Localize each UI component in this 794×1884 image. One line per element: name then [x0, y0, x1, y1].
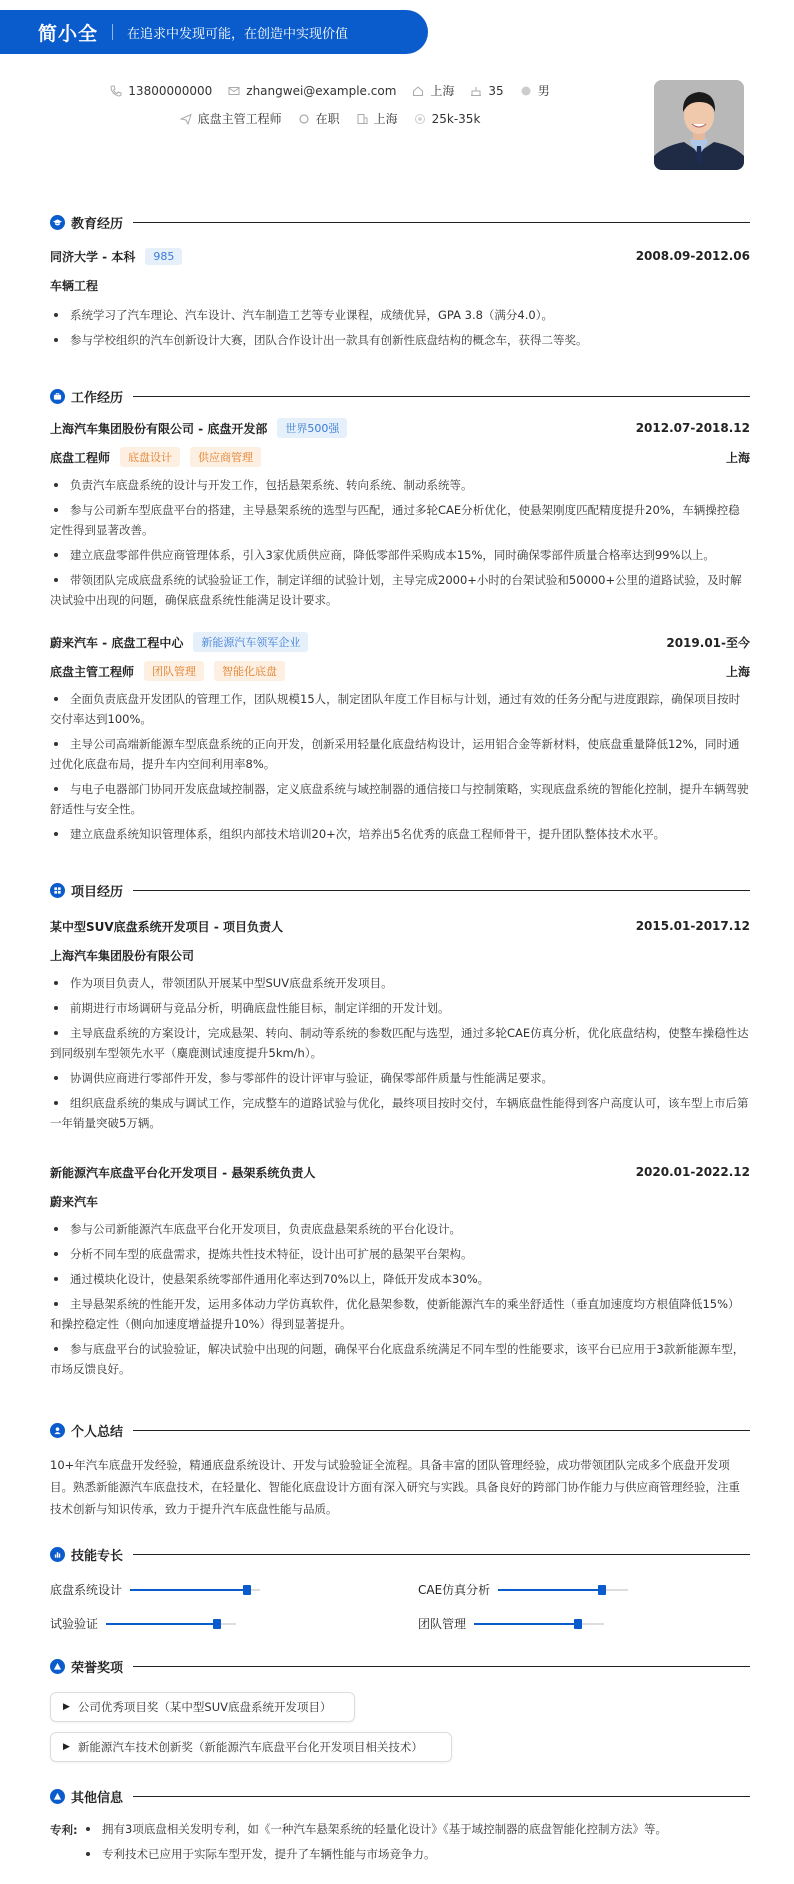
- banner-divider: [112, 24, 113, 40]
- candidate-name: 简小全: [38, 22, 99, 45]
- motto: 在追求中发现可能，在创造中实现价值: [127, 26, 349, 42]
- section-projects-header: 项目经历: [50, 880, 750, 900]
- send-icon: [180, 113, 192, 125]
- user-icon: [50, 1423, 65, 1438]
- work-bullet: 带领团队完成底盘系统的试验验证工作，制定详细的试验计划，主导完成2000+小时的台架试验和50000+公里的道路试验，及时解决试验中出现的问题，确保底盘系统性能满足设计要求。: [50, 570, 750, 610]
- status-icon: [298, 113, 310, 125]
- contact-city: 上海: [412, 82, 454, 99]
- role-tag: 团队管理: [144, 661, 204, 681]
- skill-name: 团队管理: [418, 1617, 467, 1631]
- skill-slider[interactable]: [106, 1623, 236, 1625]
- work-entry: [50, 632, 750, 849]
- project-title: 新能源汽车底盘平台化开发项目 - 悬架系统负责人: [50, 1165, 316, 1180]
- skill-slider[interactable]: [498, 1589, 628, 1591]
- major: 车辆工程: [50, 278, 99, 293]
- project-bullet: 作为项目负责人，带领团队开展某中型SUV底盘系统开发项目。: [50, 973, 750, 993]
- work-bullet: 全面负责底盘开发团队的管理工作，团队规模15人，制定团队年度工作目标与计划，通过有效的任务分配与进度跟踪，确保项目按时交付率达到100%。: [50, 689, 750, 729]
- summary-text: 10+年汽车底盘开发经验，精通底盘系统设计、开发与试验验证全流程。具备丰富的团队管理经验，成功带领团队完成多个底盘开发项目。熟悉新能源汽车底盘技术，在轻量化、智能化底盘设计方面有深入研究与实践。具备良好的跨部门协作能力与供应商管理经验，注重技术创新与知识传承，致力于提升汽车底盘性能与品质。: [50, 1458, 740, 1516]
- project-period: 2015.01-2017.12: [635, 919, 750, 933]
- school-tag: 985: [145, 248, 182, 265]
- award-item[interactable]: ▶ 公司优秀项目奖（某中型SUV底盘系统开发项目）: [50, 1692, 355, 1722]
- work-bullet: 建立底盘零部件供应商管理体系，引入3家优质供应商，降低零部件采购成本15%，同时确保零部件质量合格率达到99%以上。: [50, 545, 750, 565]
- section-education-header: 教育经历: [50, 212, 750, 232]
- project-bullet: 通过模块化设计，使悬架系统零部件通用化率达到70%以上，降低开发成本30%。: [50, 1269, 750, 1289]
- cake-icon: [470, 85, 482, 97]
- project-title: 某中型SUV底盘系统开发项目 - 项目负责人: [50, 919, 284, 934]
- school-name: 同济大学 - 本科: [50, 249, 136, 264]
- other-info: [50, 1822, 750, 1882]
- work-period: 2019.01-至今: [666, 635, 750, 650]
- company-tag: 世界500强: [277, 418, 347, 438]
- patent-bullet: 拥有3项底盘相关发明专利，如《一种汽车悬架系统的轻量化设计》《基于域控制器的底盘智能化控制方法》等。: [82, 1819, 750, 1839]
- contact-position: 底盘主管工程师: [180, 110, 282, 127]
- education-entry: [50, 246, 750, 355]
- skill-knob[interactable]: [213, 1619, 221, 1629]
- salary-icon: [414, 113, 426, 125]
- skill-item: [50, 1581, 260, 1598]
- role-tag: 底盘设计: [120, 447, 180, 467]
- work-location: 上海: [725, 664, 750, 679]
- contact-gender: 男: [520, 82, 550, 99]
- work-bullet: 建立底盘系统知识管理体系，组织内部技术培训20+次，培养出5名优秀的底盘工程师骨干，提升团队整体技术水平。: [50, 824, 750, 844]
- triangle-right-icon: ▶: [63, 1702, 70, 1712]
- education-period: 2008.09-2012.06: [635, 249, 750, 263]
- section-other-header: 其他信息: [50, 1786, 750, 1806]
- info-icon: [50, 1789, 65, 1804]
- section-awards-header: 荣誉奖项: [50, 1656, 750, 1676]
- section-divider: [133, 222, 750, 223]
- contact-status: 在职: [298, 110, 340, 127]
- project-bullet: 参与公司新能源汽车底盘平台化开发项目，负责底盘悬架系统的平台化设计。: [50, 1219, 750, 1239]
- skill-item: [418, 1615, 604, 1632]
- education-bullet: 参与学校组织的汽车创新设计大赛，团队合作设计出一款具有创新性底盘结构的概念车，获得二等奖。: [50, 330, 750, 350]
- education-bullet: 系统学习了汽车理论、汽车设计、汽车制造工艺等专业课程，成绩优异，GPA 3.8（满分4.0）。: [50, 305, 750, 325]
- section-divider: [133, 1796, 750, 1797]
- company-name: 上海汽车集团股份有限公司 - 底盘开发部: [50, 421, 268, 436]
- project-bullet: 参与底盘平台的试验验证，解决试验中出现的问题，确保平台化底盘系统满足不同车型的性能要求，该平台已应用于3款新能源车型，市场反馈良好。: [50, 1339, 750, 1379]
- avatar-photo: [654, 80, 744, 170]
- contact-row-primary: [0, 82, 660, 99]
- section-work-header: 工作经历: [50, 386, 750, 406]
- job-role: 底盘工程师: [50, 450, 111, 465]
- gender-icon: [520, 85, 532, 97]
- skill-item: [50, 1615, 236, 1632]
- award-icon: [50, 1659, 65, 1674]
- project-bullet: 前期进行市场调研与竞品分析，明确底盘性能目标，制定详细的开发计划。: [50, 998, 750, 1018]
- section-divider: [133, 1666, 750, 1667]
- job-role: 底盘主管工程师: [50, 664, 135, 679]
- contact-salary: 25k-35k: [414, 112, 481, 126]
- home-icon: [412, 85, 424, 97]
- work-bullet: 与电子电器部门协同开发底盘域控制器，定义底盘系统与域控制器的通信接口与控制策略，实现底盘系统的智能化控制，提升车辆驾驶舒适性与安全性。: [50, 779, 750, 819]
- patent-bullet: 专利技术已应用于实际车型开发，提升了车辆性能与市场竞争力。: [82, 1844, 750, 1864]
- skill-knob[interactable]: [574, 1619, 582, 1629]
- section-skills-header: 技能专长: [50, 1544, 750, 1564]
- phone-icon: [110, 85, 122, 97]
- section-summary-header: 个人总结: [50, 1420, 750, 1440]
- contact-row-secondary: [0, 110, 660, 127]
- project-bullet: 主导悬架系统的性能开发，运用多体动力学仿真软件，优化悬架参数，使新能源汽车的乘坐舒适性（垂直加速度均方根值降低15%）和操控稳定性（侧向加速度增益提升10%）得到显著提升。: [50, 1294, 750, 1334]
- work-entry: [50, 418, 750, 615]
- project-bullet: 组织底盘系统的集成与调试工作，完成整车的道路试验与优化，最终项目按时交付，车辆底盘性能得到客户高度认可，该车型上市后第一年销量突破5万辆。: [50, 1093, 750, 1133]
- role-tag: 智能化底盘: [214, 661, 285, 681]
- triangle-right-icon: ▶: [63, 1742, 70, 1752]
- skill-knob[interactable]: [598, 1585, 606, 1595]
- project-company: 蔚来汽车: [50, 1194, 99, 1209]
- skill-name: 试验验证: [50, 1617, 99, 1631]
- section-divider: [133, 1554, 750, 1555]
- mail-icon: [228, 85, 240, 97]
- section-divider: [133, 890, 750, 891]
- project-bullet: 分析不同车型的底盘需求，提炼共性技术特征，设计出可扩展的悬架平台架构。: [50, 1244, 750, 1264]
- skill-name: CAE仿真分析: [418, 1583, 491, 1597]
- contact-email: zhangwei@example.com: [228, 84, 396, 98]
- contact-target-city: 上海: [356, 110, 398, 127]
- building-icon: [356, 113, 368, 125]
- section-divider: [133, 396, 750, 397]
- project-bullet: 协调供应商进行零部件开发，参与零部件的设计评审与验证，确保零部件质量与性能满足要求。: [50, 1068, 750, 1088]
- name-banner: [0, 10, 428, 54]
- skill-item: [418, 1581, 628, 1598]
- skill-knob[interactable]: [243, 1585, 251, 1595]
- contact-phone: 13800000000: [110, 84, 212, 98]
- project-bullet: 主导底盘系统的方案设计，完成悬架、转向、制动等系统的参数匹配与选型，通过多轮CAE仿真分析，优化底盘结构，使整车操稳性达到同级别车型领先水平（麋鹿测试速度提升5km/h）。: [50, 1023, 750, 1063]
- graduation-cap-icon: [50, 215, 65, 230]
- work-bullet: 负责汽车底盘系统的设计与开发工作，包括悬架系统、转向系统、制动系统等。: [50, 475, 750, 495]
- project-entry: [50, 916, 750, 1138]
- company-tag: 新能源汽车领军企业: [193, 632, 308, 652]
- project-entry: [50, 1162, 750, 1384]
- skill-slider[interactable]: [474, 1623, 604, 1625]
- award-item[interactable]: ▶ 新能源汽车技术创新奖（新能源汽车底盘平台化开发项目相关技术）: [50, 1732, 452, 1762]
- role-tag: 供应商管理: [190, 447, 261, 467]
- section-divider: [133, 1430, 750, 1431]
- work-bullet: 主导公司高端新能源车型底盘系统的正向开发，创新采用轻量化底盘结构设计，运用铝合金等新材料，使底盘重量降低12%，同时通过优化底盘布局，提升车内空间利用率8%。: [50, 734, 750, 774]
- skill-name: 底盘系统设计: [50, 1583, 123, 1597]
- contact-age: 35: [470, 84, 503, 98]
- project-period: 2020.01-2022.12: [635, 1165, 750, 1179]
- briefcase-icon: [50, 389, 65, 404]
- work-bullet: 参与公司新车型底盘平台的搭建，主导悬架系统的选型与匹配，通过多轮CAE分析优化，使悬架刚度匹配精度提升20%，车辆操控稳定性得到显著改善。: [50, 500, 750, 540]
- grid-icon: [50, 883, 65, 898]
- bar-chart-icon: [50, 1547, 65, 1562]
- project-company: 上海汽车集团股份有限公司: [50, 948, 195, 963]
- work-location: 上海: [725, 450, 750, 465]
- work-period: 2012.07-2018.12: [635, 421, 750, 435]
- company-name: 蔚来汽车 - 底盘工程中心: [50, 635, 184, 650]
- patent-label: 专利:: [50, 1823, 78, 1837]
- skill-slider[interactable]: [130, 1589, 260, 1591]
